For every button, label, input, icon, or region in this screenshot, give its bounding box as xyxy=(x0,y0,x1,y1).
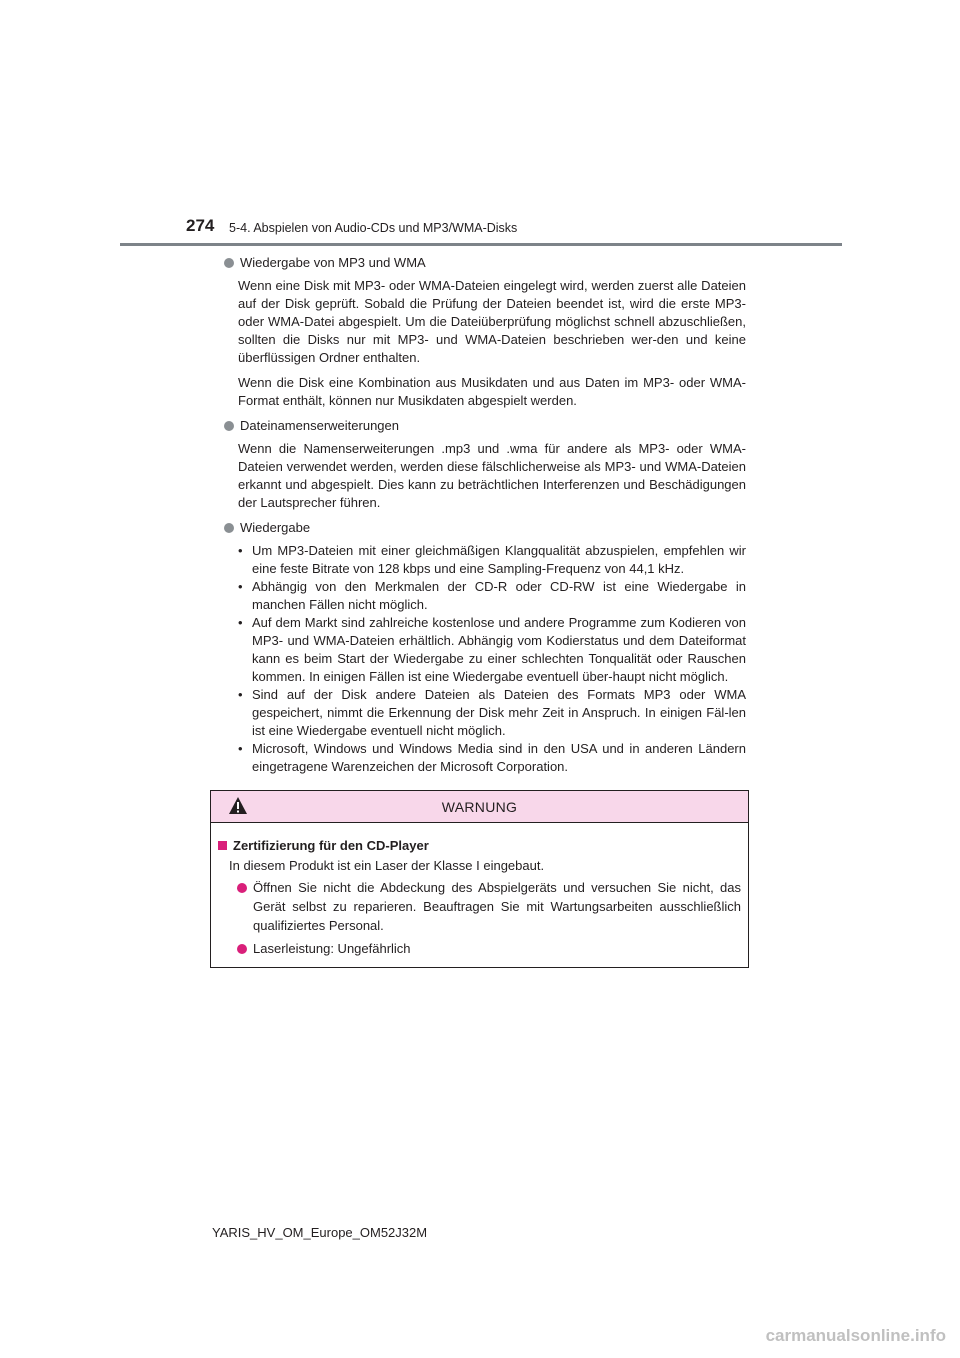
list-item: • Microsoft, Windows und Windows Media sind in den USA und in anderen Ländern eingetragene Warenzeichen der Microsoft Corporation. xyxy=(238,741,746,774)
warning-intro: In diesem Produkt ist ein Laser der Klasse I eingebaut. xyxy=(229,858,545,873)
section-heading-text: Wiedergabe von MP3 und WMA xyxy=(240,255,426,270)
list-item: • Abhängig von den Merkmalen der CD-R oder CD-RW ist eine Wiedergabe in manchen Fällen nicht möglich. xyxy=(238,579,746,612)
warning-triangle-icon xyxy=(228,796,248,816)
header-rule xyxy=(120,243,842,246)
warning-item xyxy=(237,878,741,935)
main-content xyxy=(222,254,746,776)
square-bullet-icon xyxy=(218,841,227,850)
bullet-icon xyxy=(237,883,247,893)
watermark: carmanualsonline.info xyxy=(765,1326,946,1345)
section-heading-text: Dateinamenserweiterungen xyxy=(240,418,399,433)
warning-heading-text: Zertifizierung für den CD-Player xyxy=(233,838,429,853)
list-item: • Auf dem Markt sind zahlreiche kostenlose und andere Programme zum Kodieren von MP3- und WMA-Dateien erhältlich. Abhängig vom Kodierstatus und dem Dateiformat kann es beim Start der Wiedergabe zu einer schlechten Tonqualität oder Rauschen kommen. In einigen Fällen ist eine Wiedergabe eventuell über-haupt nicht möglich. xyxy=(238,615,746,684)
list-item: • Um MP3-Dateien mit einer gleichmäßigen Klangqualität abzuspielen, empfehlen wir eine feste Bitrate von 128 kbps und eine Sampling-Frequenz von 44,1 kHz. xyxy=(238,543,746,576)
bullet-icon xyxy=(237,944,247,954)
list-item: • Sind auf der Disk andere Dateien als Dateien des Formats MP3 oder WMA gespeichert, nimmt die Erkennung der Disk mehr Zeit in Anspruch. In einigen Fäl-len ist eine Wiedergabe eventuell nicht möglich. xyxy=(238,687,746,738)
warning-item-text: Laserleistung: Ungefährlich xyxy=(253,941,411,956)
warning-box xyxy=(210,790,749,968)
paragraph: Wenn die Namenserweiterungen .mp3 und .wma für andere als MP3- oder WMA-Dateien verwendet werden, werden diese fälschlicherweise als MP3- und WMA-Dateien erkannt und abgespielt. Dies kann zu beträchtlichen Interferenzen und Beschädigungen der Lautsprecher führen. xyxy=(238,441,746,510)
chapter-title: 5-4. Abspielen von Audio-CDs und MP3/WMA-Disks xyxy=(229,221,518,235)
paragraph: Wenn die Disk eine Kombination aus Musikdaten und aus Daten im MP3- oder WMA-Format enthält, können nur Musikdaten abgespielt werden. xyxy=(238,375,746,408)
bullet-icon xyxy=(224,421,234,431)
section-heading xyxy=(222,254,746,272)
paragraph: Wenn eine Disk mit MP3- oder WMA-Dateien eingelegt wird, werden zuerst alle Dateien auf der Disk geprüft. Sobald die Prüfung der Dateien beendet ist, wird die erste MP3- oder WMA-Datei abgespielt. Um die Dateiüberprüfung möglichst schnell abzuschließen, sollten die Disks nur mit MP3- und WMA-Dateien beschrieben wer-den und keine überflüssigen Ordner enthalten. xyxy=(238,278,746,365)
section-heading-text: Wiedergabe xyxy=(240,520,311,535)
warning-title: WARNUNG xyxy=(441,798,518,815)
page-number: 274 xyxy=(186,216,215,235)
playback-notes-list xyxy=(238,542,746,776)
bullet-icon xyxy=(224,258,234,268)
bullet-icon xyxy=(224,523,234,533)
section-heading xyxy=(222,519,746,537)
warning-header xyxy=(211,791,748,823)
warning-item xyxy=(237,939,741,958)
warning-body xyxy=(211,823,748,958)
section-heading xyxy=(222,417,746,435)
warning-heading xyxy=(218,836,741,855)
warning-item-text: Öffnen Sie nicht die Abdeckung des Abspielgeräts und versuchen Sie nicht, das Gerät selbst zu reparieren. Beauftragen Sie mit Wartungsarbeiten ausschließlich qualifiziertes Personal. xyxy=(253,880,741,933)
footer-code: YARIS_HV_OM_Europe_OM52J32M xyxy=(212,1225,428,1240)
